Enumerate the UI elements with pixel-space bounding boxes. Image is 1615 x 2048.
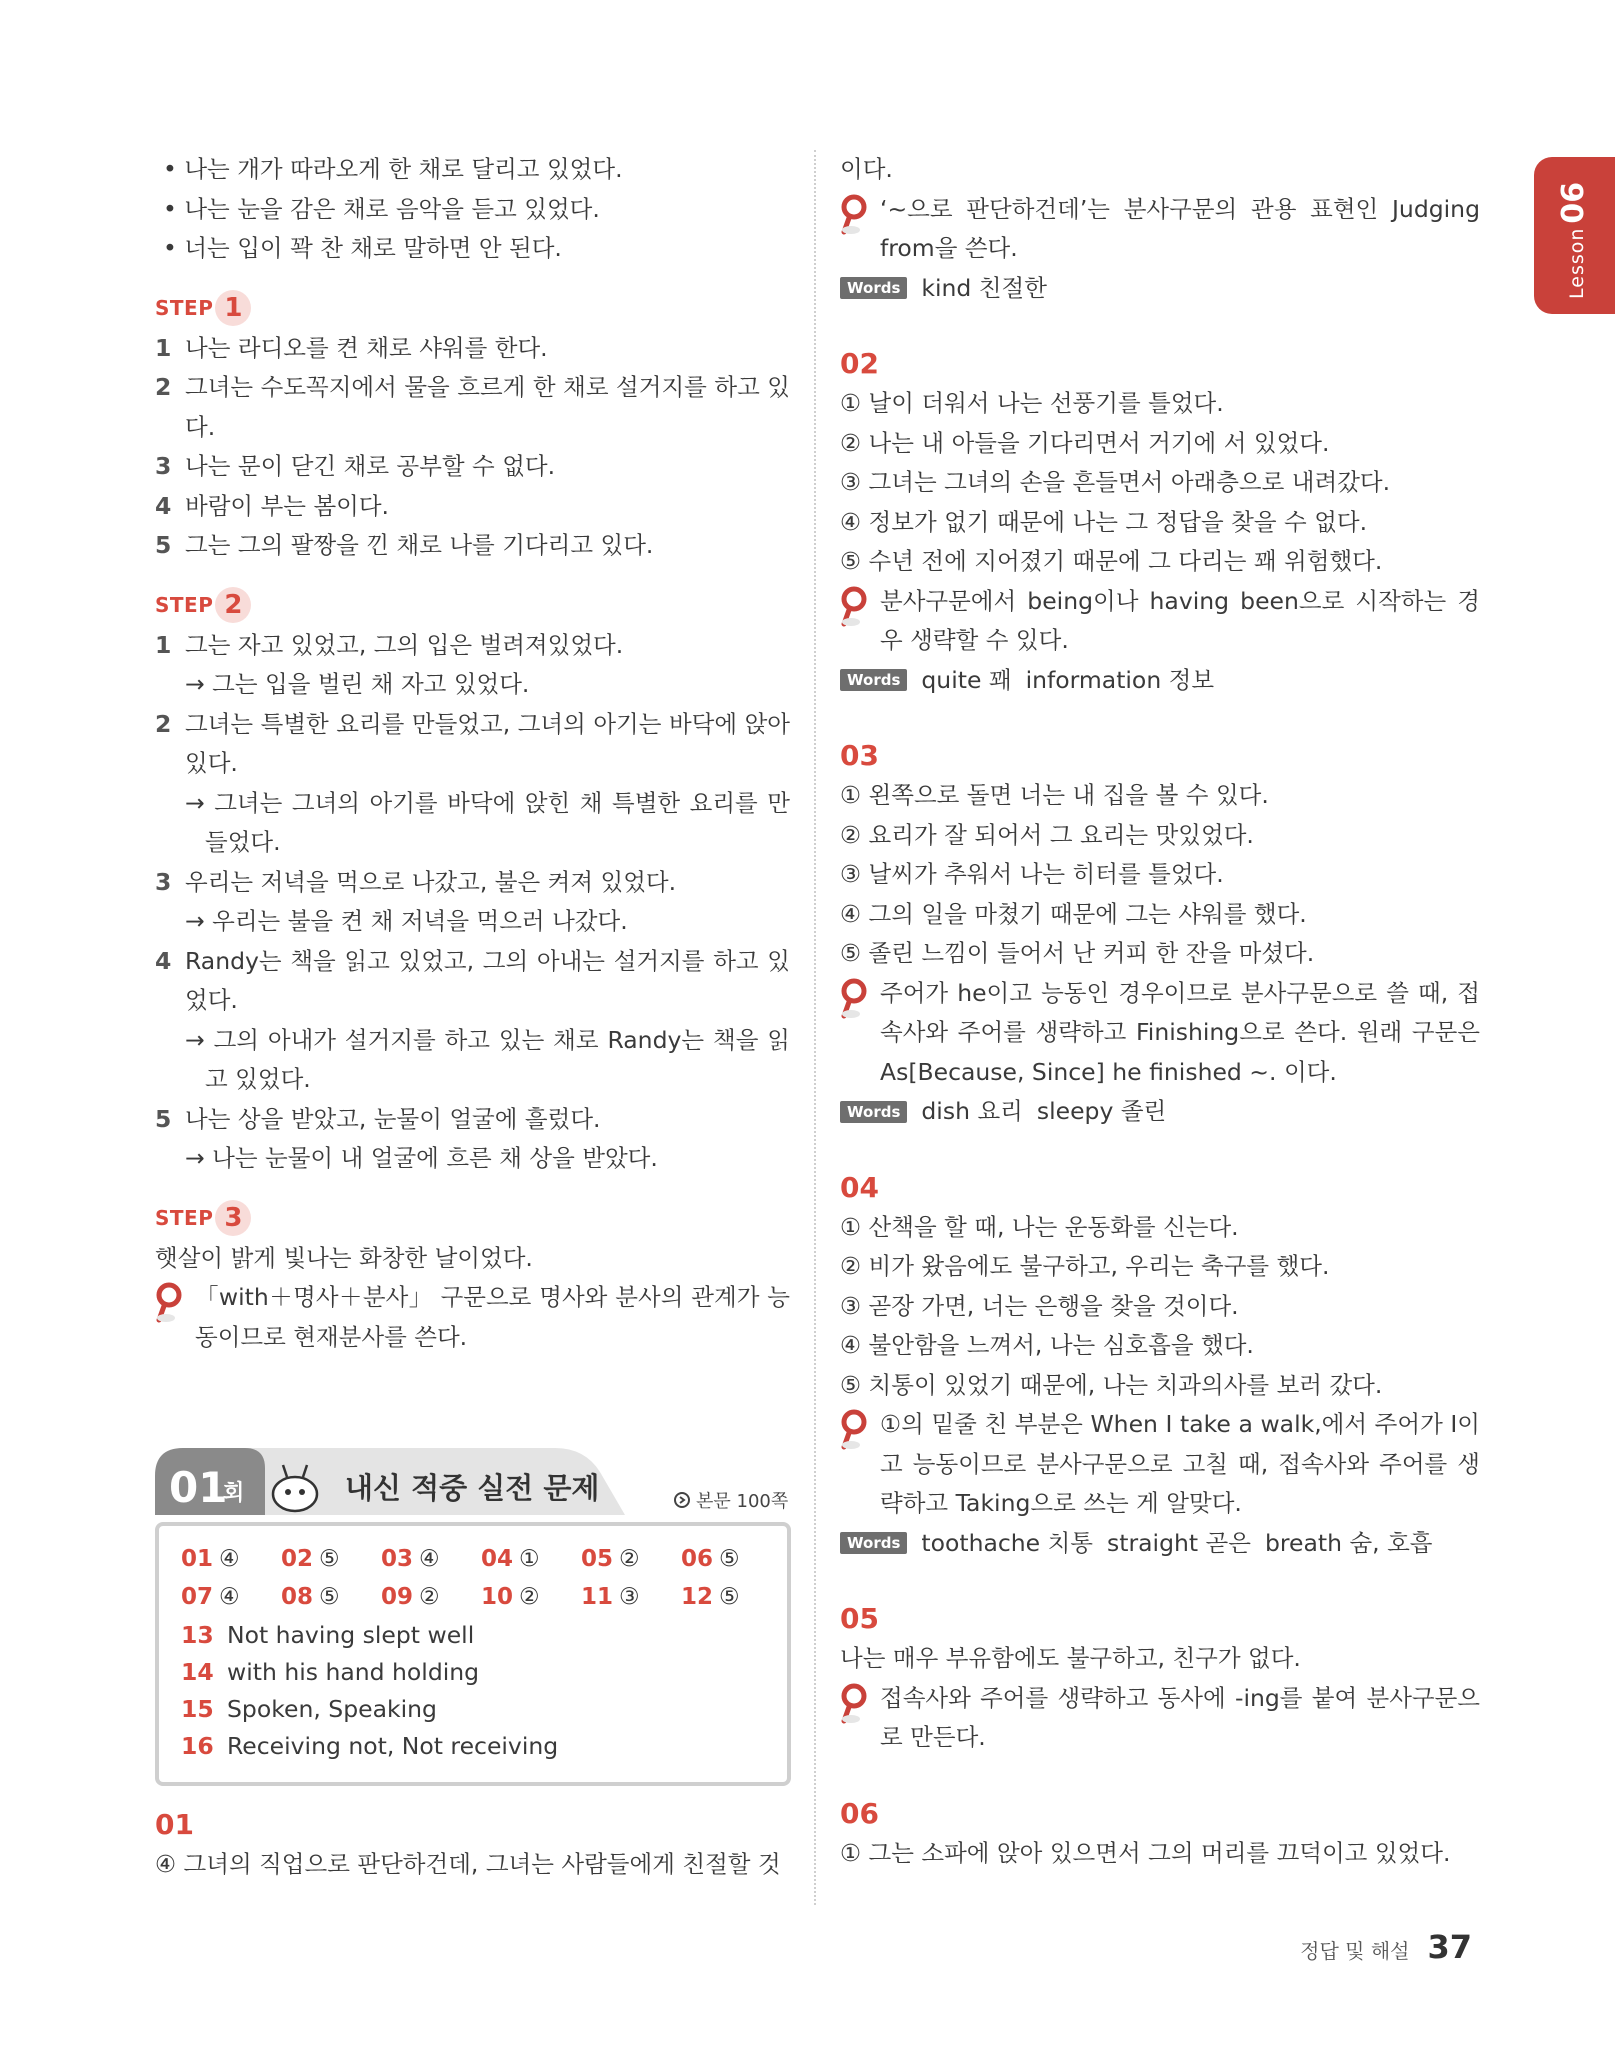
tip — [840, 1679, 1480, 1758]
magnifier-icon — [840, 194, 872, 238]
answer-item: 01 ④ — [181, 1546, 240, 1572]
magnifier-icon — [155, 1282, 187, 1326]
words-tag: Words — [840, 1101, 907, 1123]
option-line: ① 산책을 할 때, 나는 운동화를 신는다. — [840, 1212, 1239, 1241]
test-round-suffix: 회 — [223, 1481, 245, 1506]
magnifier-icon — [840, 1409, 872, 1453]
step1-item: 5 그는 그의 팔짱을 낀 채로 나를 기다리고 있다. — [155, 531, 654, 559]
answer-item: 08 ⑤ — [281, 1584, 340, 1610]
step2-answer: → 나는 눈물이 내 얼굴에 흐른 채 상을 받았다. — [185, 1144, 658, 1172]
option-line: ④ 그의 일을 마쳤기 때문에 그는 샤워를 했다. — [840, 899, 1307, 928]
answer-item-wide: 14 with his hand holding — [181, 1657, 480, 1686]
answer-item: 11 ③ — [581, 1584, 640, 1610]
tip-text: 주어가 he이고 능동인 경우이므로 분사구문으로 쓸 때, 접속사와 주어를 생략하고 Finishing으로 쓴다. 원래 구문은 As[Because, Since] he finished ~. 이다. — [880, 978, 1480, 1086]
tip — [840, 974, 1480, 1093]
words-tag: Words — [840, 1532, 907, 1554]
step2-answer: → 그녀는 그녀의 아기를 바닥에 앉힌 채 특별한 요리를 만들었다. — [185, 788, 790, 856]
tip — [840, 582, 1480, 661]
step2-item: 3 우리는 저녁을 먹으로 나갔고, 불은 켜져 있었다. — [155, 867, 677, 896]
circle-arrow-icon — [674, 1492, 690, 1508]
answer-item-wide: 13 Not having slept well — [181, 1620, 475, 1649]
bullet-line: • 너는 입이 꽉 찬 채로 말하면 안 된다. — [163, 234, 562, 262]
step2-item: 1 그는 자고 있었고, 그의 입은 벌려져있었다. — [155, 630, 624, 659]
words-row: Words dish 요리 sleepy 졸린 — [840, 1092, 1480, 1132]
magnifier-icon — [840, 978, 872, 1022]
page-footer — [1300, 1928, 1472, 1966]
page-ref: 본문 100쪽 — [674, 1487, 788, 1513]
option-line: ⑤ 수년 전에 지어졌기 때문에 그 다리는 꽤 위험했다. — [840, 547, 1383, 575]
option-line: ② 비가 왔음에도 불구하고, 우리는 축구를 했다. — [840, 1252, 1330, 1280]
answer-item: 04 ① — [481, 1546, 540, 1572]
answer-item: 02 ⑤ — [281, 1546, 340, 1572]
option-line: ② 나는 내 아들을 기다리면서 거기에 서 있었다. — [840, 428, 1330, 457]
step2-answer: → 그의 아내가 설거지를 하고 있는 채로 Randy는 책을 읽고 있었다. — [185, 1025, 790, 1093]
question-cont: 이다. — [840, 155, 893, 183]
words-row: Words kind 친절한 — [840, 269, 1480, 309]
step1-item: 2 그녀는 수도꼭지에서 물을 흐르게 한 채로 설거지를 하고 있다. — [155, 373, 790, 441]
answer-grid — [181, 1540, 781, 1764]
page-number: 37 — [1427, 1928, 1472, 1966]
tip-text: 「with＋명사＋분사」 구문으로 명사와 분사의 관계가 능동이므로 현재분사를 쓴다. — [195, 1283, 790, 1351]
step2-answer: → 우리는 불을 켠 채 저녁을 먹으러 나갔다. — [185, 907, 628, 935]
option-line: ③ 날씨가 추워서 나는 히터를 틀었다. — [840, 860, 1224, 888]
tip-text: ①의 밑줄 친 부분은 When I take a walk,에서 주어가 I이고 능동이므로 분사구문으로 고칠 때, 접속사와 주어를 생략하고 Taking으로 쓰는 게 알맞다. — [880, 1410, 1480, 1517]
answer-row — [181, 1578, 781, 1616]
words-tag: Words — [840, 277, 907, 299]
words-row: Words toothache 치통 straight 곧은 breath 숨, 호흡 — [840, 1524, 1480, 1564]
option-line: ① 날이 더워서 나는 선풍기를 틀었다. — [840, 389, 1224, 417]
answer-item: 12 ⑤ — [681, 1584, 740, 1610]
answer-item: 09 ② — [381, 1584, 440, 1610]
step1-item: 3 나는 문이 닫긴 채로 공부할 수 없다. — [155, 452, 556, 480]
step3-text: 햇살이 밝게 빛나는 화창한 날이었다. — [155, 1243, 533, 1272]
answer-item: 03 ④ — [381, 1546, 440, 1572]
bullet-line: • 나는 개가 따라오게 한 채로 달리고 있었다. — [163, 155, 623, 183]
step1-item: 1 나는 라디오를 켠 채로 샤워를 한다. — [155, 333, 548, 362]
answer-box — [155, 1522, 791, 1786]
option-line: ③ 곧장 가면, 너는 은행을 찾을 것이다. — [840, 1291, 1239, 1320]
step-1-heading: STEP 1 — [155, 287, 790, 329]
option-line: ④ 불안함을 느껴서, 나는 심호흡을 했다. — [840, 1331, 1254, 1359]
option-line: ④ 정보가 없기 때문에 나는 그 정답을 찾을 수 없다. — [840, 507, 1368, 536]
step1-item: 4 바람이 부는 봄이다. — [155, 491, 390, 520]
lesson-tab — [1534, 157, 1615, 314]
step2-answer: → 그는 입을 벌린 채 자고 있었다. — [185, 670, 530, 698]
question-number: 05 — [840, 1602, 879, 1635]
magnifier-icon — [840, 586, 872, 630]
footer-label: 정답 및 해설 — [1300, 1939, 1410, 1963]
left-column — [155, 150, 790, 1878]
option-line: ③ 그녀는 그녀의 손을 흔들면서 아래층으로 내려갔다. — [840, 468, 1391, 496]
question-text: ① 그는 소파에 앉아 있으면서 그의 머리를 끄덕이고 있었다. — [840, 1838, 1451, 1867]
option-line: ⑤ 치통이 있었기 때문에, 나는 치과의사를 보러 갔다. — [840, 1370, 1383, 1399]
magnifier-icon — [840, 1683, 872, 1727]
question-text: ④ 그녀의 직업으로 판단하건데, 그녀는 사람들에게 친절할 것 — [155, 1850, 781, 1878]
step2-item: 5 나는 상을 받았고, 눈물이 얼굴에 흘렀다. — [155, 1104, 601, 1133]
step2-item: 2 그녀는 특별한 요리를 만들었고, 그녀의 아기는 바닥에 앉아 있다. — [155, 709, 790, 777]
lesson-label: Lesson — [1566, 227, 1588, 299]
question-number: 04 — [840, 1170, 879, 1204]
answer-item: 06 ⑤ — [681, 1546, 740, 1572]
step2-item: 4 Randy는 책을 읽고 있었고, 그의 아내는 설거지를 하고 있었다. — [155, 946, 790, 1014]
option-line: ⑤ 졸린 느낌이 들어서 난 커피 한 잔을 마셨다. — [840, 939, 1315, 967]
question-number: 03 — [840, 739, 879, 772]
answer-item-wide: 15 Spoken, Speaking — [181, 1694, 437, 1723]
words-row: Words quite 꽤 information 정보 — [840, 661, 1480, 701]
answer-item: 05 ② — [581, 1546, 640, 1572]
tip — [840, 190, 1480, 269]
answer-item: 07 ④ — [181, 1584, 240, 1610]
answer-row — [181, 1540, 781, 1578]
test-header — [155, 1448, 655, 1515]
lesson-number: 06 — [1556, 181, 1591, 224]
words-tag: Words — [840, 669, 907, 691]
test-title: 내신 적중 실전 문제 — [345, 1471, 600, 1505]
answer-item-wide: 16 Receiving not, Not receiving — [181, 1731, 559, 1760]
column-divider — [814, 150, 816, 1905]
tip-text: 접속사와 주어를 생략하고 동사에 -ing를 붙여 분사구문으로 만든다. — [880, 1683, 1480, 1751]
option-line: ② 요리가 잘 되어서 그 요리는 맛있었다. — [840, 820, 1254, 849]
question-text: 나는 매우 부유함에도 불구하고, 친구가 없다. — [840, 1644, 1301, 1672]
tip-text: ‘~으로 판단하건데’는 분사구문의 관용 표현인 Judging from을 쓴다. — [880, 194, 1480, 262]
question-number: 06 — [840, 1796, 879, 1830]
question-number: 01 — [155, 1808, 194, 1841]
right-column — [840, 150, 1480, 1873]
bullet-line: • 나는 눈을 감은 채로 음악을 듣고 있었다. — [163, 194, 600, 223]
question-number: 02 — [840, 347, 879, 380]
tip — [840, 1405, 1480, 1524]
tip-text: 분사구문에서 being이나 having been으로 시작하는 경우 생략할 수 있다. — [880, 586, 1480, 654]
step-3-heading: STEP 3 — [155, 1197, 790, 1239]
option-line: ① 왼쪽으로 돌면 너는 내 집을 볼 수 있다. — [840, 781, 1269, 809]
test-round: 01 — [169, 1463, 228, 1512]
answer-item: 10 ② — [481, 1584, 540, 1610]
step-2-heading: STEP 2 — [155, 584, 790, 626]
tip — [155, 1278, 790, 1357]
